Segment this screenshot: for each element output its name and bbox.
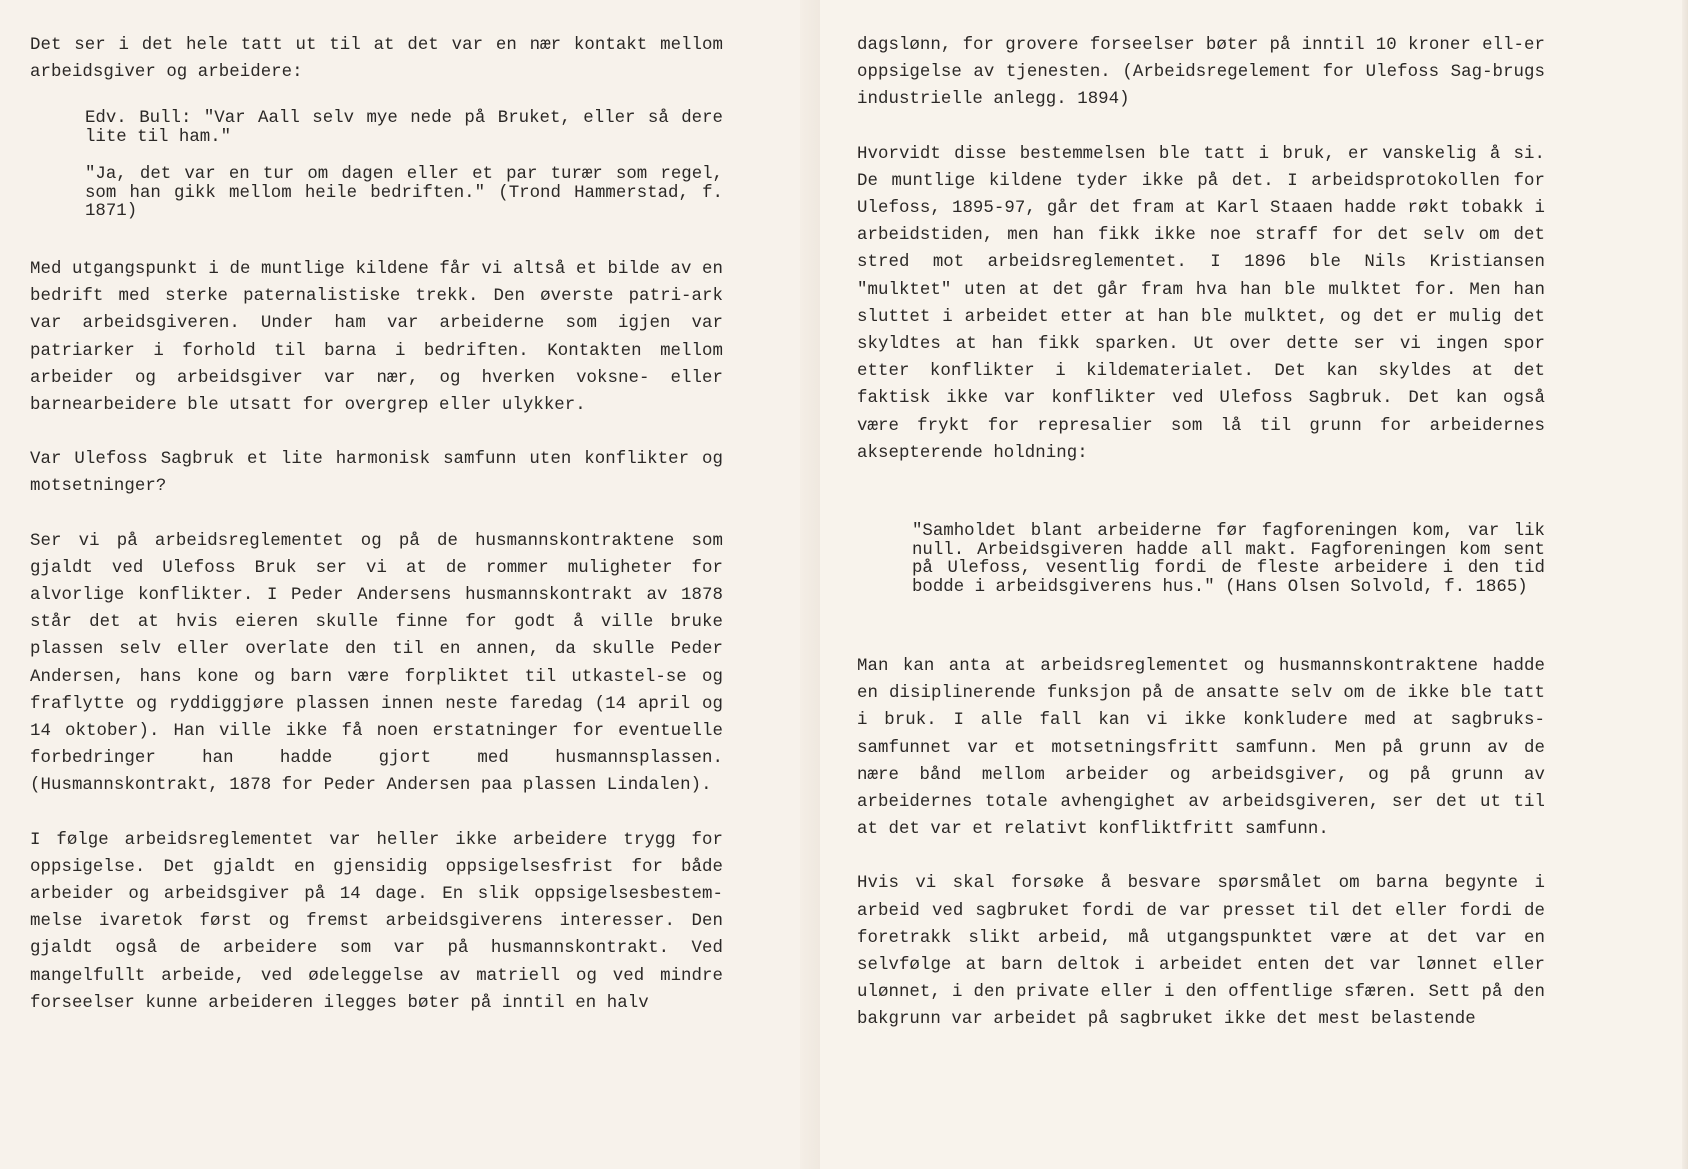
paragraph: I følge arbeidsreglementet var heller ikke arbeidere trygg for oppsigelse. Det gjaldt en gjensidig oppsigelsesfrist for både arbeider og arbeidsgiver på 14 dage. En slik oppsigelsesbestem-melse ivaretok først og fremst arbeidsgiverens interesser. Den gjaldt også de arbeidere som var på husmannskontrakt. Ved mangelfullt arbeide, ved ødeleggelse av matriell og ved mindre forseelser kunne arbeideren ilegges bøter på inntil en halv xyxy=(30,830,723,1013)
right-page xyxy=(820,0,1688,1169)
paragraph: Man kan anta at arbeidsreglementet og husmannskontraktene hadde en disiplinerende funksjon på de ansatte selv om de ikke ble tatt i bruk. I alle fall kan vi ikke konkludere med at sagbruks-samfunnet var et motsetningsfritt samfunn. Men på grunn av de nære bånd mellom arbeider og arbeidsgiver, og på grunn av arbeidernes totale avhengighet av arbeidsgiveren, ser det ut til at det var et relativt konfliktfritt samfunn. xyxy=(857,657,1545,840)
interview-quote: "Samholdet blant arbeiderne før fagforeningen kom, var lik null. Arbeidsgiveren hadde all makt. Fagforeningen kom sent på Ulefoss, vesentlig fordi de fleste arbeidere i den tid bodde i arbeidsgiverens hus." (Hans Olsen Solvold, f. 1865) xyxy=(912,522,1545,597)
paragraph: Hvorvidt disse bestemmelsen ble tatt i bruk, er vanskelig å si. De muntlige kildene tyder ikke på det. I arbeidsprotokollen for Ulefoss, 1895-97, går det fram at Karl Staaen hadde røkt tobakk i arbeidstiden, men han fikk ikke noe straff for det selv om det stred mot arbeidsreglementet. I 1896 ble Nils Kristiansen "mulktet" uten at det går fram hva han ble mulktet for. Men han sluttet i arbeidet etter at han ble mulktet, og det er mulig det skyldtes at han fikk sparken. Ut over dette ser vi ingen spor etter konflikter i kildematerialet. Det kan skyldes at det faktisk ikke var konflikter ved Ulefoss Sagbruk. Det kan også være frykt for represalier som lå til grunn for arbeidernes aksepterende holdning: xyxy=(857,144,1545,463)
paragraph: Ser vi på arbeidsreglementet og på de husmannskontraktene som gjaldt ved Ulefoss Bruk ser vi at de rommer muligheter for alvorlige konflikter. I Peder Andersens husmannskontrakt av 1878 står det at hvis eieren skulle finne for godt å ville bruke plassen selv eller overlate den til en annen, da skulle Peder Andersen, hans kone og barn være forpliktet til utkastel-se og fraflytte og ryddiggjøre plassen innen neste faredag (14 april og 14 oktober). Han ville ikke få noen erstatninger for eventuelle forbedringer han hadde gjort med husmannsplassen. (Husmannskontrakt, 1878 for Peder Andersen paa plassen Lindalen). xyxy=(30,531,723,796)
left-page-text-column xyxy=(30,32,723,1017)
interview-quote: Edv. Bull: "Var Aall selv mye nede på Bruket, eller så dere lite til ham." xyxy=(85,109,723,147)
right-page-text-column xyxy=(857,32,1545,1034)
paragraph-question: Var Ulefoss Sagbruk et lite harmonisk samfunn uten konflikter og motsetninger? xyxy=(30,450,723,497)
paragraph: Med utgangspunkt i de muntlige kildene får vi altså et bilde av en bedrift med sterke paternalistiske trekk. Den øverste patri-ark var arbeidsgiveren. Under ham var arbeiderne som igjen var patriarker i forhold til barna i bedriften. Kontakten mellom arbeider og arbeidsgiver var nær, og hverken voksne- eller barnearbeidere ble utsatt for overgrep eller ulykker. xyxy=(30,259,723,415)
left-page xyxy=(0,0,820,1169)
paragraph: dagslønn, for grovere forseelser bøter på inntil 10 kroner ell-er oppsigelse av tjenesten. (Arbeidsregelement for Ulefoss Sag-brugs industrielle anlegg. 1894) xyxy=(857,36,1545,110)
paragraph: Hvis vi skal forsøke å besvare spørsmålet om barna begynte i arbeid ved sagbruket fordi de var presset til det eller fordi de foretrakk slikt arbeid, må utgangspunktet være at det var en selvfølge at barn deltok i arbeidet enten det var lønnet eller ulønnet, i den private eller i den offentlige sfæren. Sett på den bakgrunn var arbeidet på sagbruket ikke det mest belastende xyxy=(857,874,1545,1030)
paragraph: Det ser i det hele tatt ut til at det var en nær kontakt mellom arbeidsgiver og arbeidere: xyxy=(30,36,723,83)
interview-quote: "Ja, det var en tur om dagen eller et par turær som regel, som han gikk mellom heile bedriften." (Trond Hammerstad, f. 1871) xyxy=(85,165,723,222)
page-edge xyxy=(1682,0,1688,1169)
